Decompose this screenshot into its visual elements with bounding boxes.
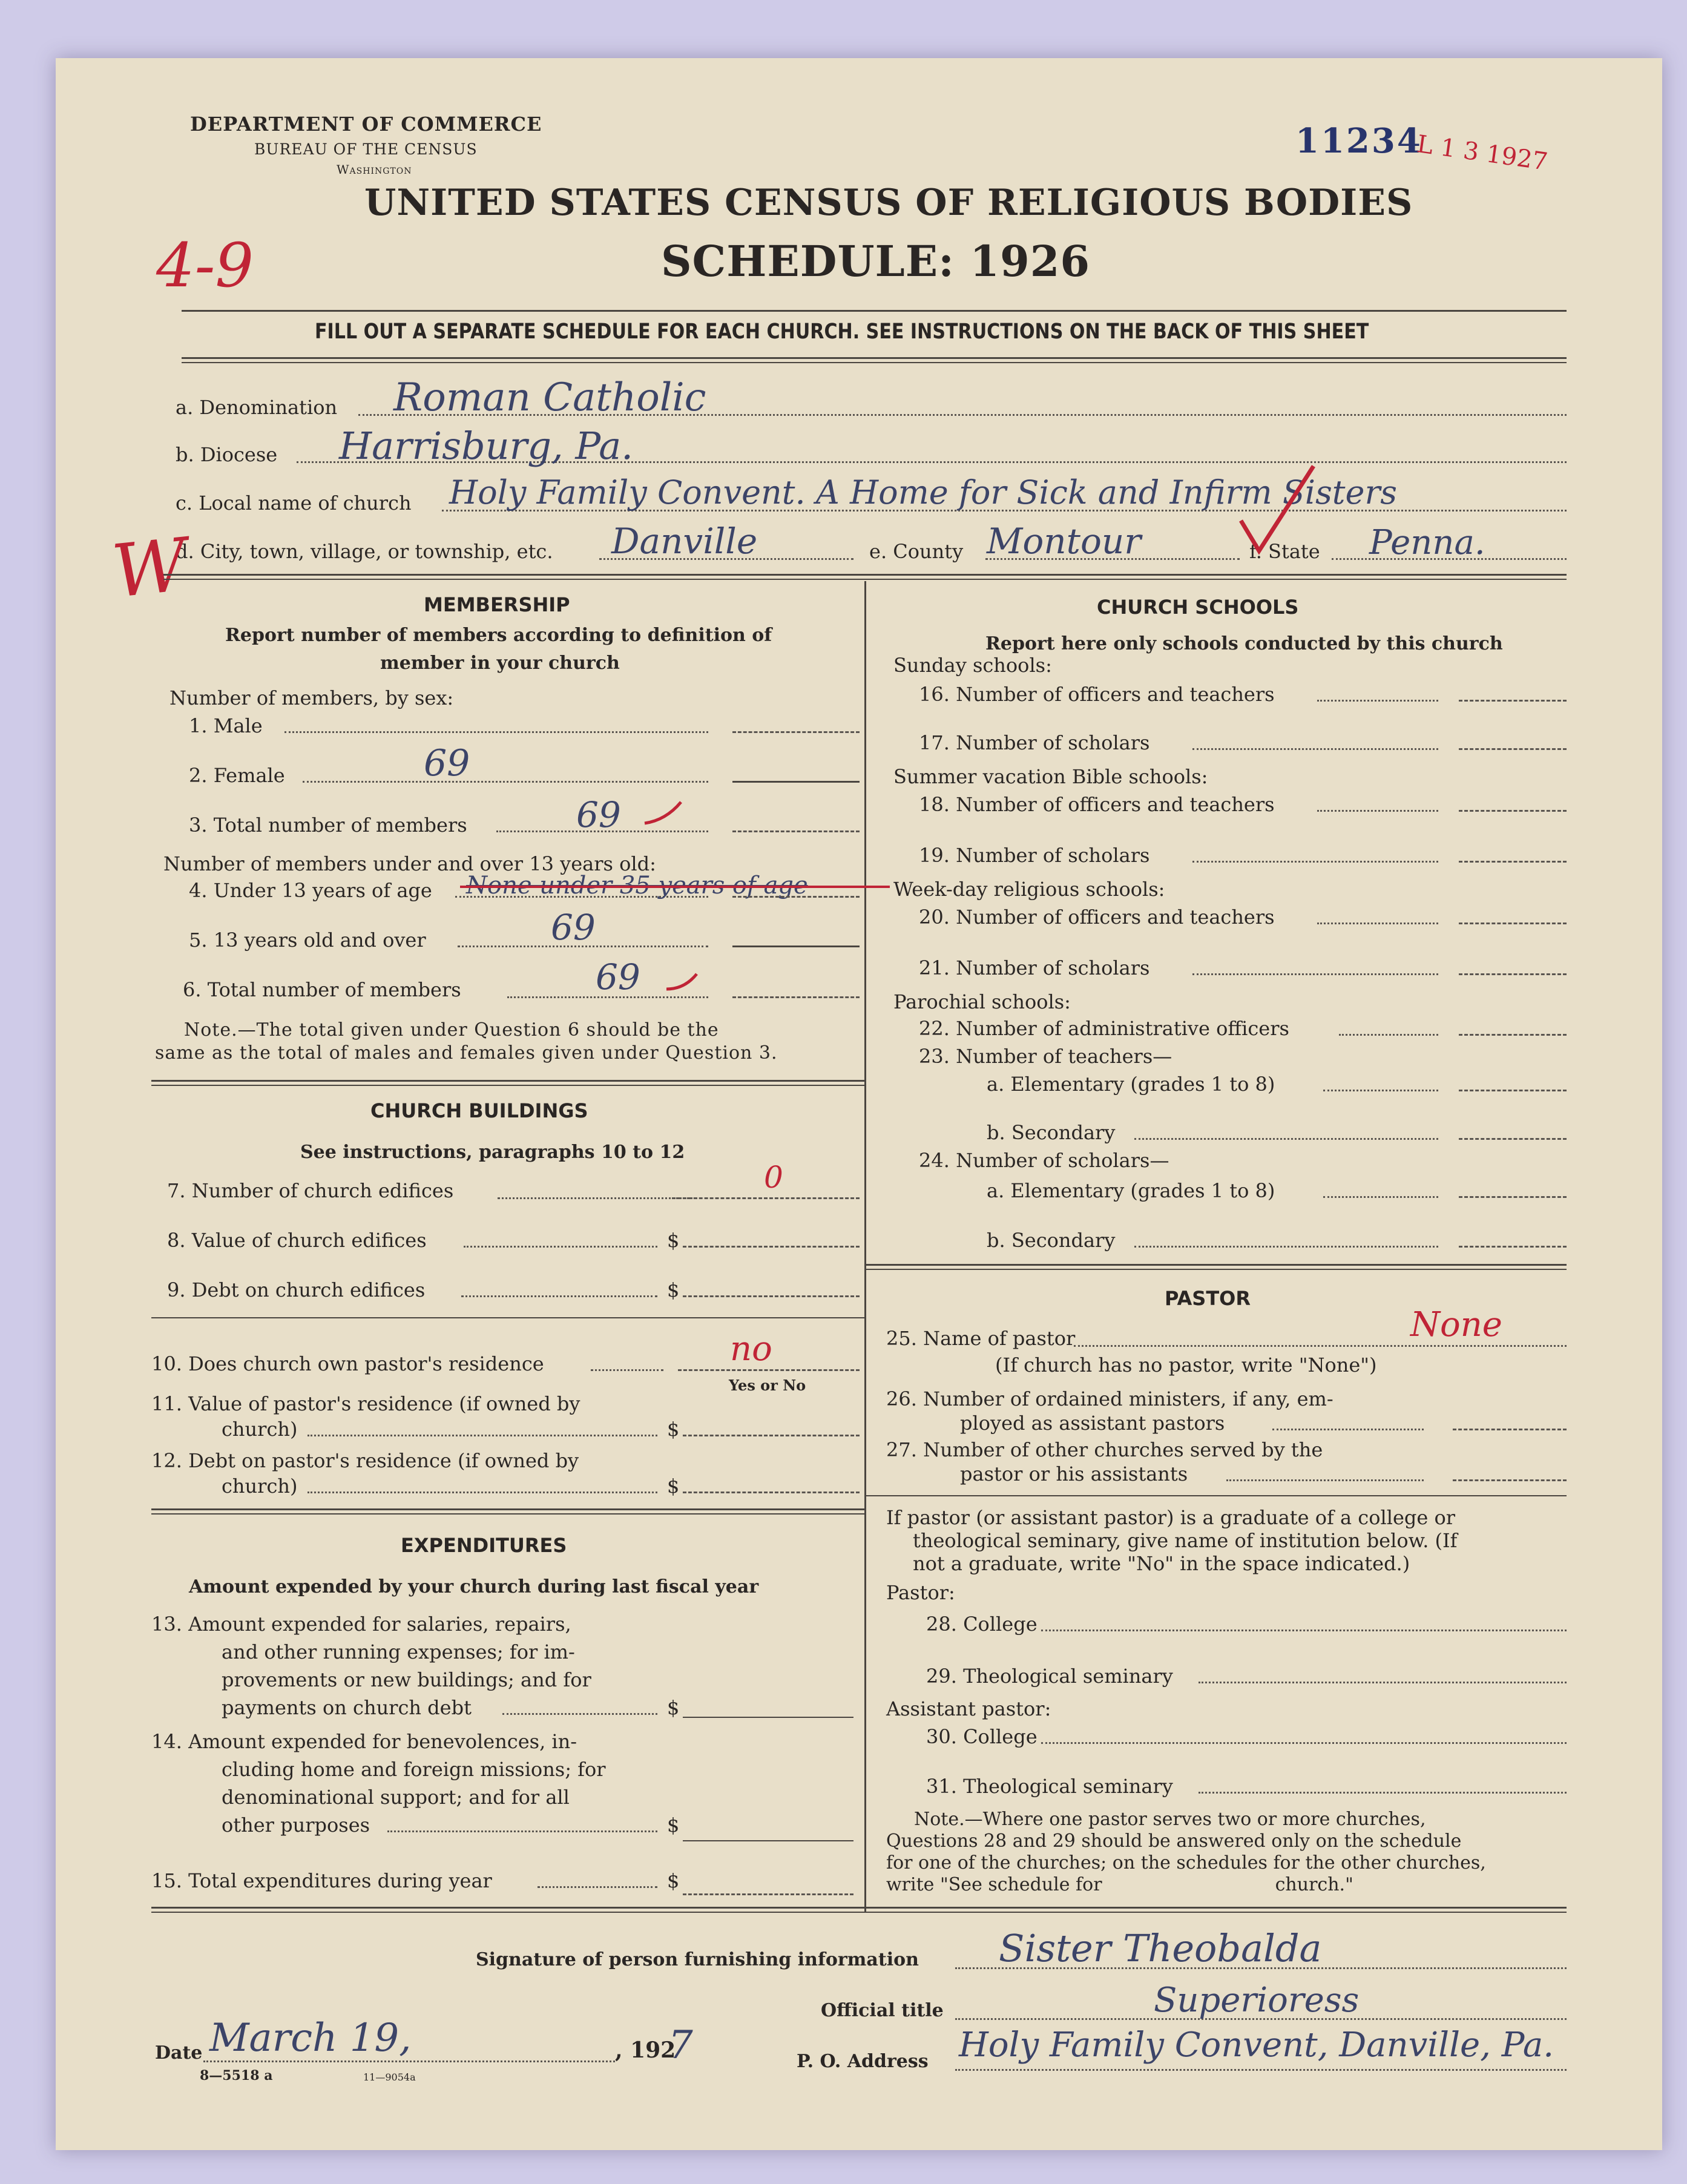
buildings-heading: CHURCH BUILDINGS	[370, 1099, 588, 1122]
graduate-instruction-line1: If pastor (or assistant pastor) is a graduate of a college or	[886, 1506, 1456, 1529]
q13-line3: provements or new buildings; and for	[222, 1668, 591, 1691]
red-checkmark	[1235, 460, 1326, 563]
q26-label-line1: 26. Number of ordained ministers, if any, em-	[886, 1387, 1333, 1410]
age-breakdown-label: Number of members under and over 13 years old:	[163, 852, 656, 875]
sunday-schools-label: Sunday schools:	[893, 654, 1052, 677]
department-name: DEPARTMENT OF COMMERCE	[190, 113, 542, 136]
official-title-value: Superioress	[1154, 1981, 1360, 2020]
q6-total-label: 6. Total number of members	[183, 978, 461, 1001]
q23b-label: b. Secondary	[987, 1121, 1116, 1144]
pastor-note-line1: Note.—Where one pastor serves two or more churches,	[914, 1809, 1426, 1830]
q28-label: 28. College	[926, 1613, 1038, 1636]
q4-under13-label: 4. Under 13 years of age	[189, 879, 432, 902]
pastor-note-line2: Questions 28 and 29 should be answered only on the schedule	[886, 1830, 1462, 1852]
membership-note-line2: same as the total of males and females given under Question 3.	[155, 1042, 778, 1064]
q7-edifices-value: 0	[764, 1160, 783, 1195]
q24b-label: b. Secondary	[987, 1229, 1116, 1252]
date-label: Date	[155, 2042, 203, 2064]
q16-label: 16. Number of officers and teachers	[919, 683, 1275, 706]
q10-residence-label: 10. Does church own pastor's residence	[151, 1352, 544, 1375]
serial-number-stamp: 11234	[1295, 121, 1422, 161]
signature-label: Signature of person furnishing information	[476, 1949, 919, 1970]
pastor-heading: PASTOR	[1165, 1287, 1251, 1310]
church-name-label: c. Local name of church	[176, 492, 412, 515]
denomination-value: Roman Catholic	[393, 375, 706, 420]
instruction-banner: FILL OUT A SEPARATE SCHEDULE FOR EACH CHURCH. SEE INSTRUCTIONS ON THE BACK OF THIS SHEET	[315, 320, 1369, 344]
q3-total-value: 69	[576, 794, 621, 835]
denomination-label: a. Denomination	[176, 396, 338, 419]
graduate-instruction-line3: not a graduate, write "No" in the space indicated.)	[913, 1552, 1410, 1575]
diocese-value: Harrisburg, Pa.	[339, 424, 633, 468]
date-value: March 19,	[209, 2016, 412, 2061]
q19-label: 19. Number of scholars	[919, 844, 1150, 867]
year-handwritten: 7	[668, 2023, 693, 2068]
q5-over13-value: 69	[551, 907, 596, 948]
q12-dollar: $	[667, 1475, 680, 1498]
state-label: f. State	[1249, 540, 1320, 563]
q1-male-label: 1. Male	[189, 714, 263, 737]
pastor-note-line4: write "See schedule for church."	[886, 1874, 1353, 1895]
official-title-label: Official title	[821, 2000, 944, 2021]
year-printed: , 192	[615, 2038, 676, 2063]
q12-label-line2: church)	[222, 1475, 298, 1498]
q9-dollar: $	[667, 1278, 680, 1301]
q11-label-line2: church)	[222, 1418, 298, 1441]
city-label: d. City, town, village, or township, etc.	[176, 540, 553, 563]
q8-value-label: 8. Value of church edifices	[167, 1229, 427, 1252]
q23a-label: a. Elementary (grades 1 to 8)	[987, 1073, 1275, 1096]
q25-note: (If church has no pastor, write "None")	[995, 1353, 1377, 1377]
q23-label: 23. Number of teachers—	[919, 1045, 1172, 1068]
summer-schools-label: Summer vacation Bible schools:	[893, 765, 1208, 788]
q29-label: 29. Theological seminary	[926, 1665, 1173, 1688]
q8-dollar: $	[667, 1229, 680, 1252]
q15-dollar: $	[667, 1869, 680, 1892]
membership-intro-line2: member in your church	[380, 653, 620, 674]
church-name-value: Holy Family Convent. A Home for Sick and Infirm Sisters	[449, 473, 1397, 511]
q20-label: 20. Number of officers and teachers	[919, 906, 1275, 929]
q24-label: 24. Number of scholars—	[919, 1149, 1169, 1172]
q13-line1: 13. Amount expended for salaries, repairs,	[151, 1613, 571, 1636]
po-address-value: Holy Family Convent, Danville, Pa.	[959, 2025, 1554, 2065]
q13-line2: and other running expenses; for im-	[222, 1640, 575, 1663]
q31-label: 31. Theological seminary	[926, 1775, 1173, 1798]
form-title: UNITED STATES CENSUS OF RELIGIOUS BODIES	[364, 182, 1413, 224]
bureau-city: Washington	[337, 162, 412, 177]
pastor-note-line3: for one of the churches; on the schedules for the other churches,	[886, 1852, 1486, 1873]
schedule-title: SCHEDULE: 1926	[661, 236, 1091, 286]
q11-label-line1: 11. Value of pastor's residence (if owned by	[151, 1392, 580, 1415]
q14-dollar: $	[667, 1814, 680, 1837]
diocese-label: b. Diocese	[176, 443, 278, 466]
q14-line4: other purposes	[222, 1814, 370, 1837]
q10-residence-value: no	[730, 1329, 772, 1369]
q15-total-label: 15. Total expenditures during year	[151, 1869, 492, 1892]
pastor-sublabel: Pastor:	[886, 1581, 955, 1604]
q3-check-mark	[642, 799, 684, 829]
q5-over13-label: 5. 13 years old and over	[189, 929, 426, 952]
q14-line1: 14. Amount expended for benevolences, in-	[151, 1730, 577, 1753]
q25-label: 25. Name of pastor	[886, 1327, 1076, 1350]
yes-or-no-caption: Yes or No	[729, 1377, 806, 1394]
city-value: Danville	[611, 521, 758, 562]
weekday-schools-label: Week-day religious schools:	[893, 878, 1165, 901]
q24a-label: a. Elementary (grades 1 to 8)	[987, 1179, 1275, 1202]
expenditures-subheading: Amount expended by your church during last fiscal year	[189, 1576, 759, 1597]
q14-line2: cluding home and foreign missions; for	[222, 1758, 606, 1781]
q25-pastor-value: None	[1410, 1305, 1502, 1344]
q14-line3: denominational support; and for all	[222, 1786, 570, 1809]
q13-line4: payments on church debt	[222, 1696, 472, 1719]
q27-label-line1: 27. Number of other churches served by the	[886, 1438, 1323, 1461]
q17-label: 17. Number of scholars	[919, 731, 1150, 754]
q18-label: 18. Number of officers and teachers	[919, 793, 1275, 816]
file-mark: 4-9	[156, 230, 254, 301]
county-label: e. County	[869, 540, 964, 563]
membership-heading: MEMBERSHIP	[424, 593, 570, 616]
parochial-schools-label: Parochial schools:	[893, 990, 1071, 1013]
q21-label: 21. Number of scholars	[919, 956, 1150, 979]
q7-edifices-label: 7. Number of church edifices	[167, 1179, 454, 1202]
q26-label-line2: ployed as assistant pastors	[960, 1412, 1225, 1435]
q27-label-line2: pastor or his assistants	[960, 1462, 1188, 1485]
q9-debt-label: 9. Debt on church edifices	[167, 1278, 426, 1301]
county-value: Montour	[987, 521, 1141, 562]
state-value: Penna.	[1369, 523, 1485, 562]
form-number: 8—5518 a	[200, 2068, 273, 2084]
bureau-name: BUREAU OF THE CENSUS	[254, 140, 478, 158]
q6-total-value: 69	[596, 956, 640, 998]
q4-under13-value: None under 35 years of age	[466, 872, 808, 900]
q2-female-value: 69	[424, 742, 470, 784]
q30-label: 30. College	[926, 1725, 1038, 1748]
membership-note-line1: Note.—The total given under Question 6 should be the	[184, 1019, 719, 1041]
schools-intro: Report here only schools conducted by this church	[985, 633, 1503, 654]
margin-w-mark: W	[108, 522, 192, 615]
q3-total-label: 3. Total number of members	[189, 814, 467, 837]
signature-value: Sister Theobalda	[999, 1926, 1322, 1970]
q6-check-mark	[663, 971, 700, 995]
q22-label: 22. Number of administrative officers	[919, 1017, 1289, 1040]
membership-intro-line1: Report number of members according to definition of	[225, 625, 772, 646]
po-address-label: P. O. Address	[797, 2051, 929, 2072]
received-date-stamp: L 1 3 1927	[1415, 130, 1550, 176]
print-number: 11—9054a	[363, 2071, 416, 2083]
q13-dollar: $	[667, 1696, 680, 1719]
q2-female-label: 2. Female	[189, 764, 285, 787]
graduate-instruction-line2: theological seminary, give name of institution below. (If	[913, 1529, 1458, 1552]
q11-dollar: $	[667, 1418, 680, 1441]
buildings-subheading: See instructions, paragraphs 10 to 12	[300, 1142, 685, 1163]
schools-heading: CHURCH SCHOOLS	[1097, 596, 1299, 619]
members-by-sex-label: Number of members, by sex:	[169, 686, 454, 709]
assistant-pastor-sublabel: Assistant pastor:	[886, 1697, 1051, 1720]
expenditures-heading: EXPENDITURES	[401, 1534, 567, 1557]
q12-label-line1: 12. Debt on pastor's residence (if owned by	[151, 1449, 579, 1472]
